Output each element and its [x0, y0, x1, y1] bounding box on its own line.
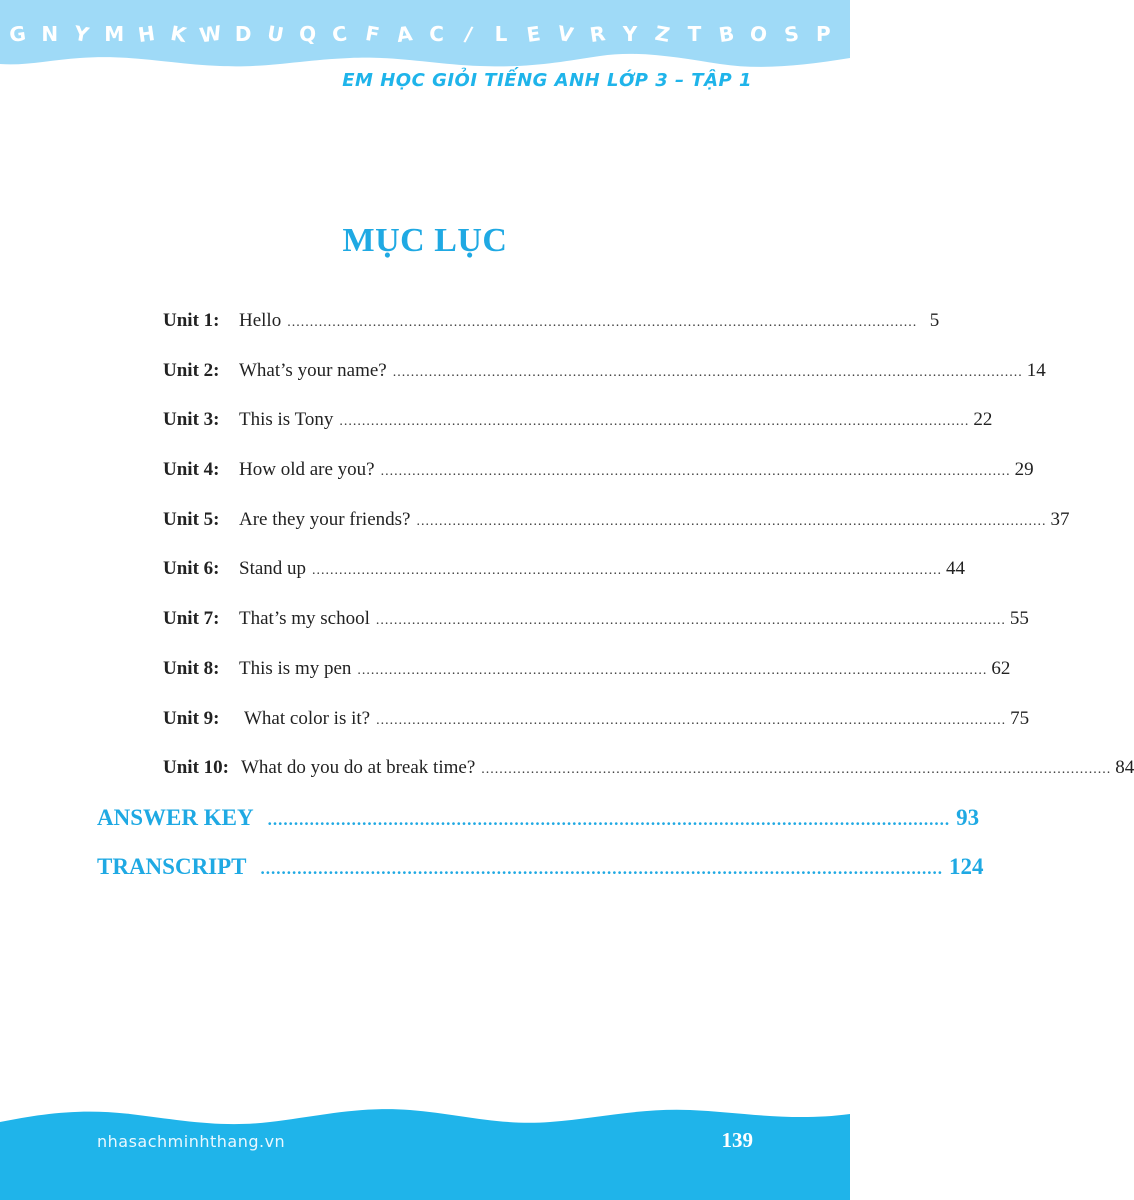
transcript-label: TRANSCRIPT [97, 854, 247, 879]
alphabet-letter: D [234, 22, 253, 46]
alphabet-letter: A [394, 20, 415, 48]
toc-entry[interactable] [163, 459, 1034, 509]
alphabet-letter: / [463, 21, 476, 47]
toc-unit-title: Are they your friends? [239, 508, 411, 530]
toc-unit-label: Unit 8: [163, 657, 220, 679]
toc-page-number: 22 [973, 409, 993, 431]
toc-leader-dots: ............................................................................................................................................ [376, 712, 1007, 728]
alphabet-letter: C [429, 22, 445, 46]
alphabet-letter: L [494, 22, 509, 46]
toc-entry[interactable] [163, 608, 1029, 658]
alphabet-letter: H [136, 20, 158, 48]
toc-unit-label: Unit 7: [163, 608, 220, 630]
alphabet-letter: U [265, 20, 287, 48]
toc-page-number: 44 [946, 558, 966, 580]
toc-page-number: 62 [991, 657, 1011, 679]
toc-entry[interactable] [163, 757, 1134, 807]
toc-page-number: 5 [929, 310, 940, 331]
toc-unit-title: How old are you? [239, 459, 375, 481]
alphabet-letter: N [41, 22, 60, 46]
toc-unit-label: Unit 10: [163, 757, 229, 779]
toc-entry[interactable] [163, 508, 1070, 559]
toc-unit-title: That’s my school [239, 608, 370, 630]
toc-entry[interactable] [163, 657, 1011, 708]
toc-page-number: 37 [1050, 508, 1070, 530]
toc-leader-dots: .................................................................................................................................. [267, 810, 951, 829]
toc-leader-dots: ............................................................................................................................................ [287, 315, 918, 330]
toc-page-number: 14 [1026, 359, 1046, 381]
alphabet-letter: S [782, 21, 801, 47]
toc-unit-title: What color is it? [244, 707, 371, 729]
toc-unit-title: This is my pen [239, 657, 352, 679]
alphabet-letter: T [687, 22, 703, 46]
alphabet-letter: V [555, 20, 577, 48]
alphabet-letter: B [717, 20, 737, 48]
table-of-contents [163, 310, 1134, 807]
toc-answer-key[interactable] [97, 805, 980, 831]
toc-unit-label: Unit 1: [163, 310, 220, 331]
alphabet-letter: P [816, 22, 832, 46]
website-url: nhasachminhthang.vn [97, 1132, 286, 1151]
toc-page-number: 29 [1014, 459, 1034, 481]
toc-unit-label: Unit 9: [163, 707, 220, 729]
alphabet-letter: C [330, 21, 350, 47]
toc-unit-label: Unit 3: [163, 409, 220, 431]
alphabet-letter: K [168, 20, 190, 48]
toc-leader-dots: ............................................................................................................................................ [481, 762, 1112, 778]
alphabet-letter: O [748, 20, 771, 48]
toc-leader-dots: ............................................................................................................................................ [339, 414, 970, 430]
alphabet-letter: Y [622, 22, 639, 46]
book-title: EM HỌC GIỎI TIẾNG ANH LỚP 3 – TẬP 1 [342, 70, 752, 91]
toc-transcript[interactable] [97, 854, 984, 880]
toc-leader-dots: ............................................................................................................................................ [416, 513, 1047, 529]
toc-entry[interactable] [163, 558, 966, 608]
toc-leader-dots: ............................................................................................................................................ [380, 464, 1011, 480]
toc-entry[interactable] [163, 707, 1030, 758]
page-title: MỤC LỤC [342, 222, 508, 259]
alphabet-letter: W [198, 20, 225, 48]
alphabet-letter: Z [652, 20, 673, 48]
alphabet-letter: F [363, 20, 382, 48]
toc-unit-label: Unit 5: [163, 508, 220, 530]
answer-key-page-number: 93 [956, 805, 980, 830]
toc-unit-title: This is Tony [239, 409, 334, 431]
toc-unit-label: Unit 6: [163, 558, 220, 580]
toc-unit-title: Hello [239, 310, 282, 331]
toc-leader-dots: ............................................................................................................................................ [312, 563, 943, 579]
toc-unit-title: What’s your name? [239, 359, 387, 381]
toc-leader-dots: ............................................................................................................................................ [375, 613, 1006, 629]
alphabet-letter: G [7, 20, 29, 48]
toc-leader-dots: .................................................................................................................................. [260, 859, 944, 878]
alphabet-letter: E [524, 21, 543, 47]
toc-page-number: 55 [1009, 608, 1029, 630]
toc-unit-label: Unit 2: [163, 359, 220, 381]
toc-page-number: 75 [1010, 707, 1030, 729]
toc-entry[interactable] [163, 409, 993, 459]
page-number: 139 [721, 1128, 753, 1152]
alphabet-letter: Y [72, 20, 93, 48]
alphabet-letter: M [104, 22, 126, 46]
transcript-page-number: 124 [949, 854, 984, 879]
alphabet-letter: R [588, 20, 609, 48]
toc-leader-dots: ............................................................................................................................................ [357, 662, 988, 678]
toc-entry[interactable] [163, 310, 940, 360]
toc-unit-title: Stand up [239, 558, 307, 580]
alphabet-letter: Q [299, 22, 318, 46]
toc-unit-title: What do you do at break time? [241, 757, 476, 779]
toc-page-number: 84 [1115, 757, 1134, 779]
toc-leader-dots: ............................................................................................................................................ [392, 364, 1023, 380]
alphabet-strip [0, 22, 850, 46]
answer-key-label: ANSWER KEY [97, 805, 254, 830]
toc-entry[interactable] [163, 359, 1046, 410]
toc-unit-label: Unit 4: [163, 459, 220, 481]
